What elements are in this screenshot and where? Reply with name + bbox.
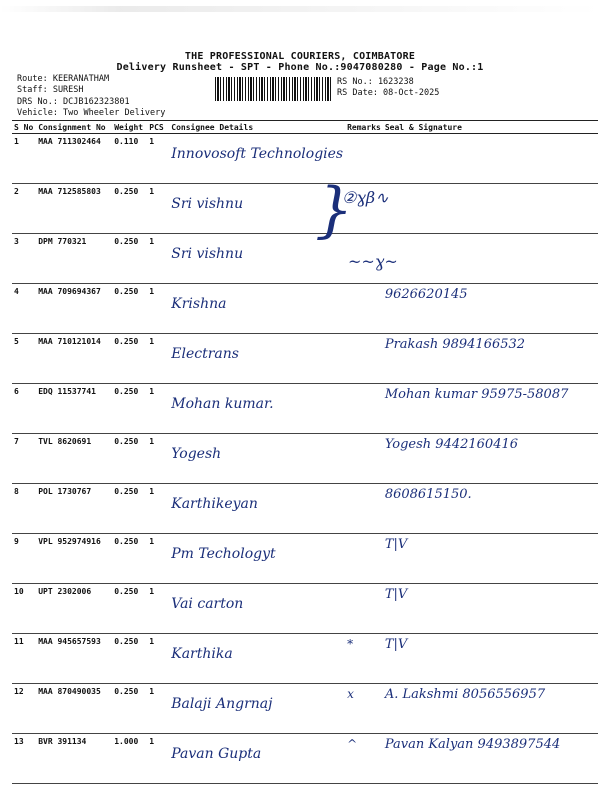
- col-pcs: PCS: [147, 121, 169, 134]
- row-weight: 0.250: [112, 334, 147, 384]
- row-signature: [383, 134, 598, 184]
- row-sno: 4: [12, 284, 36, 334]
- row-consignee: Vai carton: [169, 584, 345, 634]
- row-weight: 0.250: [112, 584, 147, 634]
- row-sno: 12: [12, 684, 36, 734]
- row-signature: T|V: [383, 584, 598, 634]
- row-consignment: EDQ 11537741: [36, 384, 112, 434]
- row-pcs: 1: [147, 184, 169, 234]
- row-consignment: MAA 712585803: [36, 184, 112, 234]
- table-header-row: [12, 121, 598, 134]
- row-sno: 3: [12, 234, 36, 284]
- row-pcs: 1: [147, 634, 169, 684]
- table-row: [12, 434, 598, 484]
- col-seal: Seal & Signature: [383, 121, 598, 134]
- row-consignment: TVL 8620691: [36, 434, 112, 484]
- row-consignee: Sri vishnu: [169, 184, 345, 234]
- row-pcs: 1: [147, 484, 169, 534]
- row-signature: [383, 184, 598, 234]
- row-sno: 2: [12, 184, 36, 234]
- table-row: [12, 684, 598, 734]
- row-pcs: 1: [147, 734, 169, 784]
- brace-mark: }: [315, 175, 354, 245]
- row-weight: 0.250: [112, 384, 147, 434]
- table-row: [12, 534, 598, 584]
- col-consignee: Consignee Details: [169, 121, 345, 134]
- signature-scribble: ~~ɣ~: [348, 252, 398, 271]
- row-remarks: x: [345, 684, 383, 734]
- row-pcs: 1: [147, 434, 169, 484]
- scan-smudge: [0, 6, 600, 12]
- row-consignment: BVR 391134: [36, 734, 112, 784]
- col-sno: S No: [12, 121, 36, 134]
- row-weight: 0.250: [112, 484, 147, 534]
- delivery-table: [12, 120, 598, 784]
- row-consignment: MAA 945657593: [36, 634, 112, 684]
- row-weight: 0.110: [112, 134, 147, 184]
- row-signature: Prakash 9894166532: [383, 334, 598, 384]
- table-row: [12, 634, 598, 684]
- vehicle-label: Vehicle: Two Wheeler Delivery: [17, 108, 166, 118]
- col-remarks: Remarks: [347, 122, 381, 132]
- row-weight: 0.250: [112, 284, 147, 334]
- table-row: [12, 484, 598, 534]
- row-weight: 0.250: [112, 684, 147, 734]
- row-consignment: UPT 2302006: [36, 584, 112, 634]
- row-consignee: Karthika: [169, 634, 345, 684]
- row-pcs: 1: [147, 534, 169, 584]
- row-remarks: [345, 484, 383, 534]
- row-weight: 1.000: [112, 734, 147, 784]
- row-signature: 9626620145: [383, 284, 598, 334]
- row-remarks: [345, 334, 383, 384]
- row-sno: 8: [12, 484, 36, 534]
- table-row: [12, 234, 598, 284]
- row-sno: 10: [12, 584, 36, 634]
- row-sno: 5: [12, 334, 36, 384]
- row-consignee: Electrans: [169, 334, 345, 384]
- row-sno: 1: [12, 134, 36, 184]
- table-row: [12, 384, 598, 434]
- row-consignee: Mohan kumar.: [169, 384, 345, 434]
- row-consignment: MAA 870490035: [36, 684, 112, 734]
- row-consignee: Yogesh: [169, 434, 345, 484]
- row-consignment: MAA 711302464: [36, 134, 112, 184]
- runsheet-subtitle: Delivery Runsheet - SPT - Phone No.:9047080280 - Page No.:1: [116, 62, 484, 73]
- row-pcs: 1: [147, 234, 169, 284]
- barcode: [215, 77, 333, 101]
- row-remarks: [345, 284, 383, 334]
- row-consignee: Pavan Gupta: [169, 734, 345, 784]
- table-row: [12, 334, 598, 384]
- row-remarks: [345, 534, 383, 584]
- route-label: Route: KEERANATHAM: [17, 74, 110, 84]
- row-remarks: [345, 384, 383, 434]
- row-sno: 9: [12, 534, 36, 584]
- staff-label: Staff: SURESH: [17, 85, 84, 95]
- col-weight: Weight: [112, 121, 147, 134]
- row-sno: 11: [12, 634, 36, 684]
- row-weight: 0.250: [112, 184, 147, 234]
- rs-date: RS Date: 08-Oct-2025: [337, 88, 440, 98]
- row-consignee: Pm Techologyt: [169, 534, 345, 584]
- row-sno: 13: [12, 734, 36, 784]
- row-remarks: ^: [345, 734, 383, 784]
- row-signature: Yogesh 9442160416: [383, 434, 598, 484]
- row-consignee: Balaji Angrnaj: [169, 684, 345, 734]
- row-consignment: MAA 709694367: [36, 284, 112, 334]
- row-remarks: [345, 584, 383, 634]
- row-pcs: 1: [147, 584, 169, 634]
- table-row: [12, 134, 598, 184]
- row-consignee: Krishna: [169, 284, 345, 334]
- row-pcs: 1: [147, 384, 169, 434]
- row-consignee: Sri vishnu: [169, 234, 345, 284]
- row-consignee: Karthikeyan: [169, 484, 345, 534]
- rs-number: RS No.: 1623238: [337, 77, 414, 87]
- row-sno: 7: [12, 434, 36, 484]
- row-signature: T|V: [383, 634, 598, 684]
- table-row: [12, 284, 598, 334]
- row-weight: 0.250: [112, 534, 147, 584]
- row-pcs: 1: [147, 134, 169, 184]
- row-pcs: 1: [147, 284, 169, 334]
- company-title: THE PROFESSIONAL COURIERS, COIMBATORE: [184, 51, 416, 62]
- row-pcs: 1: [147, 684, 169, 734]
- row-signature: Pavan Kalyan 9493897544: [383, 734, 598, 784]
- row-consignment: DPM 770321: [36, 234, 112, 284]
- row-remarks: [345, 434, 383, 484]
- row-consignment: MAA 710121014: [36, 334, 112, 384]
- row-consignee: Innovosoft Technologies: [169, 134, 345, 184]
- row-signature: T|V: [383, 534, 598, 584]
- signature-scribble: ②ɣβ∿: [342, 188, 389, 207]
- row-remarks: *: [345, 634, 383, 684]
- row-signature: Mohan kumar 95975-58087: [383, 384, 598, 434]
- drs-label: DRS No.: DCJB162323801: [17, 97, 130, 107]
- row-weight: 0.250: [112, 234, 147, 284]
- row-sno: 6: [12, 384, 36, 434]
- row-weight: 0.250: [112, 434, 147, 484]
- row-signature: [383, 234, 598, 284]
- table-row: [12, 734, 598, 784]
- row-signature: 8608615150.: [383, 484, 598, 534]
- row-signature: A. Lakshmi 8056556957: [383, 684, 598, 734]
- row-weight: 0.250: [112, 634, 147, 684]
- col-consignment: Consignment No: [36, 121, 112, 134]
- row-pcs: 1: [147, 334, 169, 384]
- table-row: [12, 184, 598, 234]
- table-row: [12, 584, 598, 634]
- row-consignment: POL 1730767: [36, 484, 112, 534]
- row-consignment: VPL 952974916: [36, 534, 112, 584]
